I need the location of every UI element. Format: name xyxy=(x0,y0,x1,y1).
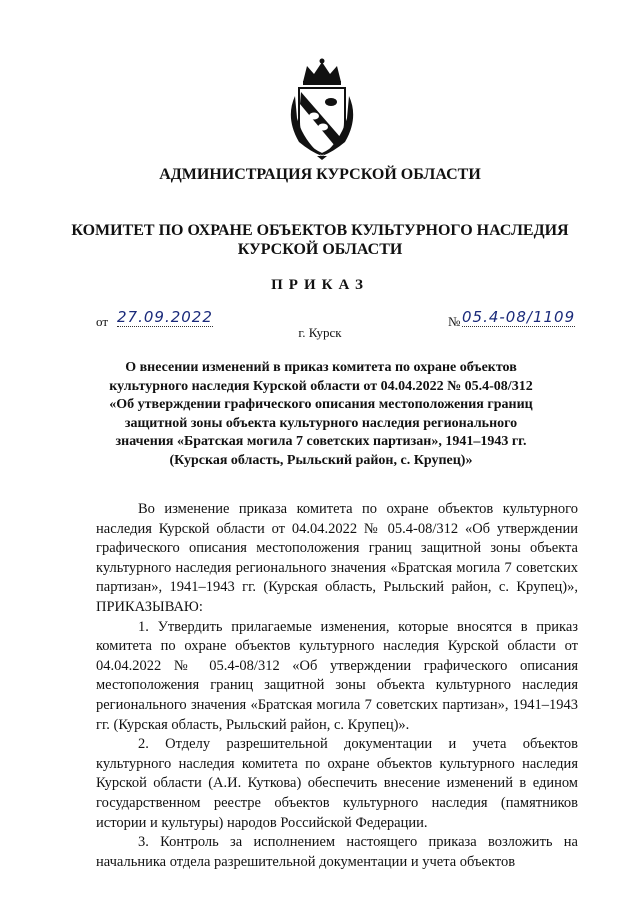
administration-title: АДМИНИСТРАЦИЯ КУРСКОЙ ОБЛАСТИ xyxy=(159,166,481,183)
committee-title xyxy=(0,221,640,259)
body-item-2: 2. Отделу разрешительной документации и учета объектов культурного наследия комитета по охране объектов культурного наследия Курской области (А.И. Куткова) обеспечить внесение изменений в едином государственном реестре объектов культурного наследия (памятников истории и культуры) народов Российской Федерации. xyxy=(96,736,578,831)
committee-title-line1: КОМИТЕТ ПО ОХРАНЕ ОБЪЕКТОВ КУЛЬТУРНОГО НАСЛЕДИЯ xyxy=(71,222,569,239)
subject-line: культурного наследия Курской области от 04.04.2022 № 05.4-08/312 xyxy=(109,378,533,394)
body-item-1: 1. Утвердить прилагаемые изменения, которые вносятся в приказ комитета по охране объектов культурного наследия Курской области от 04.04.2022 № 05.4-08/312 «Об утверждении графического описания местоположения границ защитной зоны объекта культурного наследия регионального значения «Братская могила 7 советских партизан», 1941–1943 гг. (Курская область, Рыльский район, с. Крупец)». xyxy=(96,618,578,733)
subject-line: (Курская область, Рыльский район, с. Крупец)» xyxy=(169,452,473,468)
subject-line: О внесении изменений в приказ комитета по охране объектов xyxy=(125,360,517,375)
subject-line: «Об утверждении графического описания местоположения границ xyxy=(109,397,533,412)
committee-title-line2: КУРСКОЙ ОБЛАСТИ xyxy=(237,241,403,258)
subject-line: защитной зоны объекта культурного наследия регионального xyxy=(124,415,518,431)
date-prefix: от xyxy=(96,314,109,329)
subject-line: значения «Братская могила 7 советских партизан», 1941–1943 гг. xyxy=(115,434,527,449)
order-body xyxy=(96,500,578,872)
number-prefix: № xyxy=(448,314,461,329)
coat-of-arms-icon xyxy=(281,56,363,160)
city-label: г. Курск xyxy=(298,325,342,340)
handwritten-number: 05.4-08/1109 xyxy=(462,308,576,326)
body-intro-paragraph: Во изменение приказа комитета по охране объектов культурного наследия Курской области от 04.04.2022 № 05.4-08/312 «Об утверждении графического описания местоположения границ защитной зоны объекта культурного наследия регионального значения «Братская могила 7 советских партизан», 1941–1943 гг. (Курская область, Рыльский район, с. Крупец)», ПРИКАЗЫВАЮ: xyxy=(96,501,578,615)
order-subject xyxy=(80,359,562,470)
body-item-3: 3. Контроль за исполнением настоящего приказа возложить на начальника отдела разрешительной документации и учета объектов xyxy=(96,834,578,870)
document-type: ПРИКАЗ xyxy=(271,277,369,293)
handwritten-date: 27.09.2022 xyxy=(117,308,213,326)
